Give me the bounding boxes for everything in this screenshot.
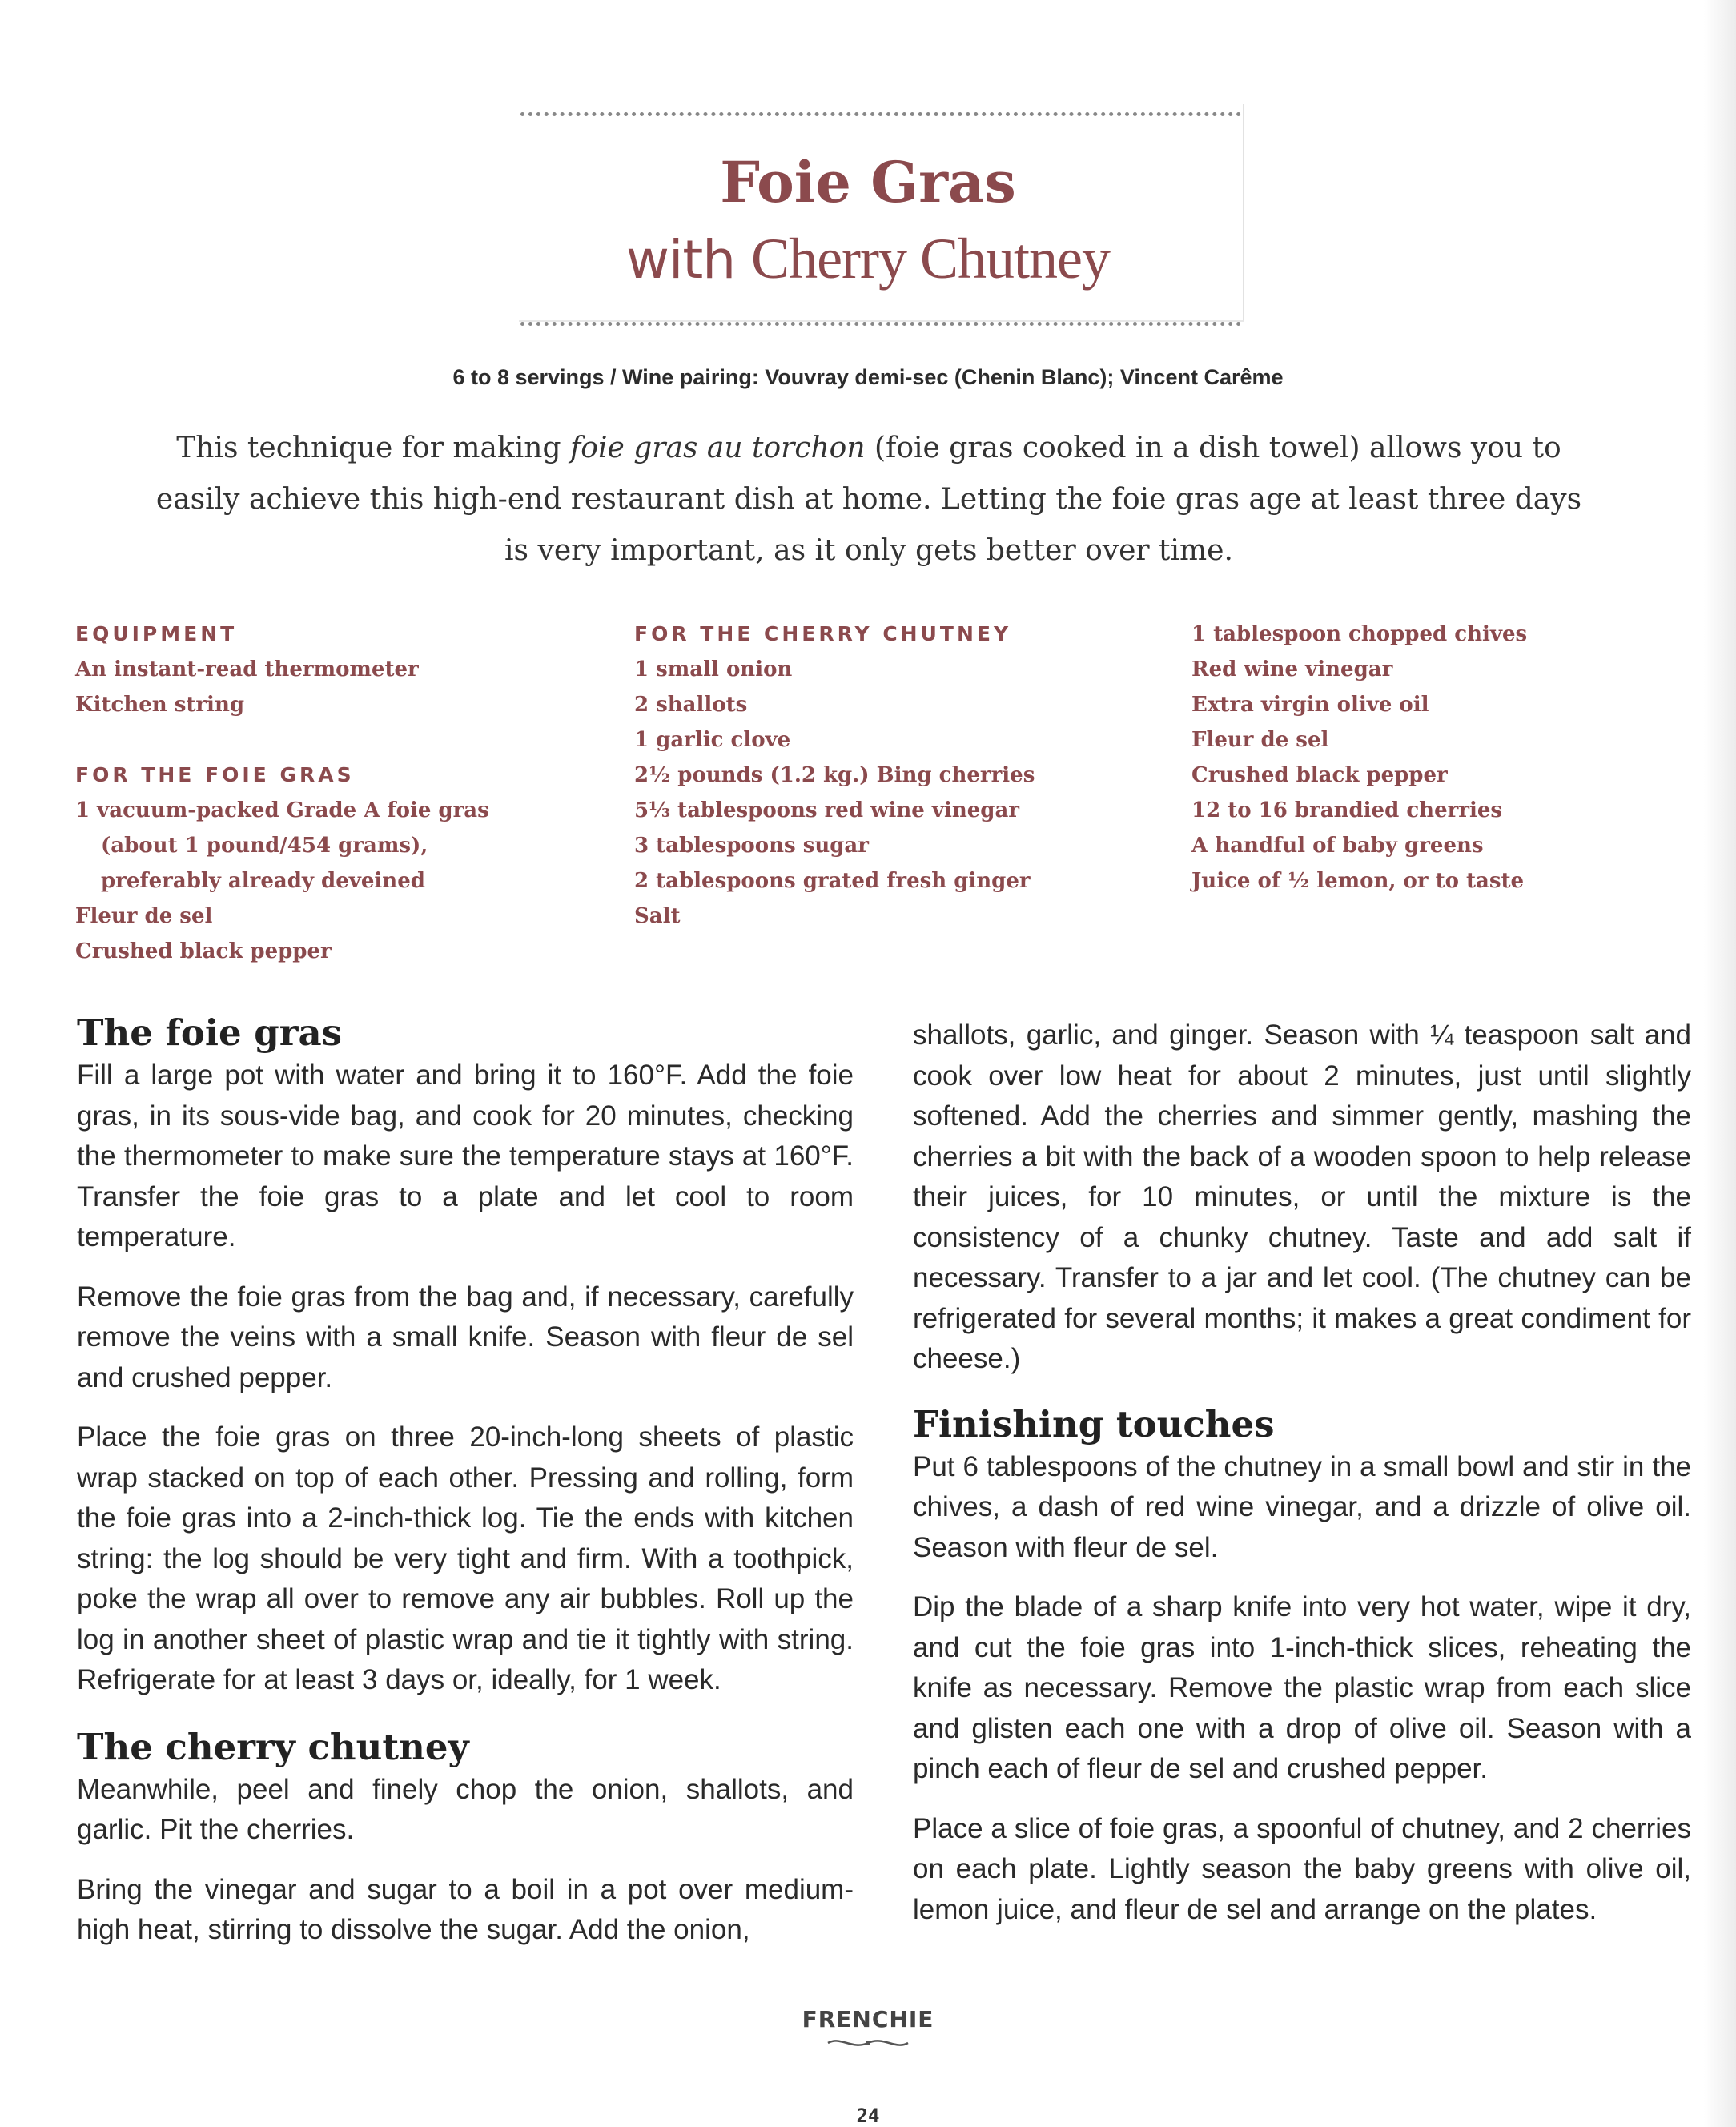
method-paragraph: Put 6 tablespoons of the chutney in a small bowl and stir in the chives, a dash of red wine vinegar, and a drizzle of olive oil. Season with fleur de sel.	[913, 1450, 1691, 1563]
ingredients-column-1	[75, 617, 620, 969]
foie-gras-ingredients-heading: FOR THE FOIE GRAS	[75, 763, 355, 786]
recipe-subtitle	[0, 226, 1736, 292]
intro-paragraph	[152, 423, 1585, 577]
equipment-item: An instant-read thermometer	[75, 657, 419, 682]
method-paragraph-continued: shallots, garlic, and ginger. Season with ¼ teaspoon salt and cook over low heat for about 2 minutes, just until slightly softened. Add the cherries and simmer gently, mashing the cherries a bit with the back of a wooden spoon to help release their juices, for 10 minutes, or until the mixture is the consistency of a chunky chutney. Taste and add salt if necessary. Transfer to a jar and let cool. (The chutney can be refrigerated for several months; it makes a great condiment for cheese.)	[913, 1019, 1691, 1374]
chutney-ingredient: 3 tablespoons sugar	[634, 834, 869, 858]
method-right-column	[913, 1015, 1691, 1949]
finishing-ingredient: A handful of baby greens	[1191, 834, 1484, 858]
intro-italic: foie gras au torchon	[569, 432, 866, 464]
foie-gras-ingredient: Crushed black pepper	[75, 939, 332, 963]
method-left-column	[77, 1011, 854, 1970]
section-heading-foie-gras: The foie gras	[77, 1011, 342, 1054]
ingredients-column-3	[1191, 617, 1736, 899]
title-top-rule	[520, 112, 1241, 116]
chutney-ingredient: 1 small onion	[634, 657, 793, 682]
page-gutter-shadow	[1704, 0, 1736, 2127]
method-paragraph: Bring the vinegar and sugar to a boil in a pot over medium-high heat, stirring to dissolve the sugar. Add the onion,	[77, 1873, 854, 1945]
method-paragraph: Place a slice of foie gras, a spoonful of chutney, and 2 cherries on each plate. Lightly season the baby greens with olive oil, lemon juice, and fleur de sel and arrange on the plates.	[913, 1812, 1691, 1925]
equipment-item: Kitchen string	[75, 693, 245, 717]
intro-after: (foie gras cooked in a dish towel) allows you to easily achieve this high-end restaurant dish at home. Letting the foie gras age at least three days is very important, as it only gets better over time.	[155, 432, 1582, 567]
recipe-title: Foie Gras	[720, 149, 1016, 215]
chutney-ingredient: 2½ pounds (1.2 kg.) Bing cherries	[634, 763, 1035, 787]
chutney-ingredient: 2 shallots	[634, 693, 748, 717]
section-heading-finishing: Finishing touches	[913, 1402, 1275, 1445]
method-paragraph: Meanwhile, peel and finely chop the onion, shallots, and garlic. Pit the cherries.	[77, 1773, 854, 1845]
foie-gras-ingredient: (about 1 pound/454 grams),	[101, 834, 428, 858]
method-paragraph: Place the foie gras on three 20-inch-long sheets of plastic wrap stacked on top of each other. Pressing and rolling, form the foie gras into a 2-inch-thick log. Tie the ends with kitchen string: the log should be very tight and firm. With a toothpick, poke the wrap all over to remove any air bubbles. Roll up the log in another sheet of plastic wrap and tie it tightly with string. Refrigerate for at least 3 days or, ideally, for 1 week.	[77, 1421, 854, 1695]
servings-wine-pairing: 6 to 8 servings / Wine pairing: Vouvray demi-sec (Chenin Blanc); Vincent Carême	[452, 365, 1284, 389]
finishing-ingredient: Crushed black pepper	[1191, 763, 1448, 787]
equipment-heading: EQUIPMENT	[75, 622, 238, 645]
chutney-ingredients-heading: FOR THE CHERRY CHUTNEY	[634, 622, 1012, 645]
subtitle-with: with	[626, 229, 736, 291]
chutney-ingredient: 2 tablespoons grated fresh ginger	[634, 869, 1031, 893]
finishing-ingredient: Red wine vinegar	[1191, 657, 1393, 682]
chutney-ingredient: 5⅓ tablespoons red wine vinegar	[634, 798, 1019, 822]
frenchie-logo: FRENCHIE	[802, 2006, 934, 2033]
foie-gras-ingredient: Fleur de sel	[75, 904, 213, 928]
chutney-ingredient: 1 garlic clove	[634, 728, 791, 752]
foie-gras-ingredient: preferably already deveined	[101, 869, 425, 893]
finishing-ingredient: 12 to 16 brandied cherries	[1191, 798, 1503, 822]
finishing-ingredient: 1 tablespoon chopped chives	[1191, 622, 1528, 646]
logo-flourish-icon	[825, 2034, 911, 2052]
method-paragraph: Dip the blade of a sharp knife into very hot water, wipe it dry, and cut the foie gras into 1-inch-thick slices, reheating the knife as necessary. Remove the plastic wrap from each slice and glisten each one with a drop of olive oil. Season with a pinch each of fleur de sel and crushed pepper.	[913, 1591, 1691, 1784]
intro-before: This technique for making	[176, 432, 570, 464]
chutney-ingredient: Salt	[634, 904, 681, 928]
section-heading-chutney: The cherry chutney	[77, 1725, 469, 1768]
finishing-ingredient: Juice of ½ lemon, or to taste	[1191, 869, 1525, 893]
finishing-ingredient: Extra virgin olive oil	[1191, 693, 1429, 717]
method-paragraph: Fill a large pot with water and bring it to 160°F. Add the foie gras, in its sous-vide bag, and cook for 20 minutes, checking the thermometer to make sure the temperature stays at 160°F. Transfer the foie gras to a plate and let cool to room temperature.	[77, 1059, 854, 1252]
subtitle-name: Cherry Chutney	[751, 227, 1110, 291]
method-paragraph: Remove the foie gras from the bag and, if necessary, carefully remove the veins with a small knife. Season with fleur de sel and crushed pepper.	[77, 1281, 854, 1393]
foie-gras-ingredient: 1 vacuum-packed Grade A foie gras	[75, 798, 489, 822]
page-number: 24	[856, 2105, 880, 2127]
ingredients-column-2	[634, 617, 1179, 934]
finishing-ingredient: Fleur de sel	[1191, 728, 1329, 752]
title-bottom-rule	[520, 322, 1241, 326]
